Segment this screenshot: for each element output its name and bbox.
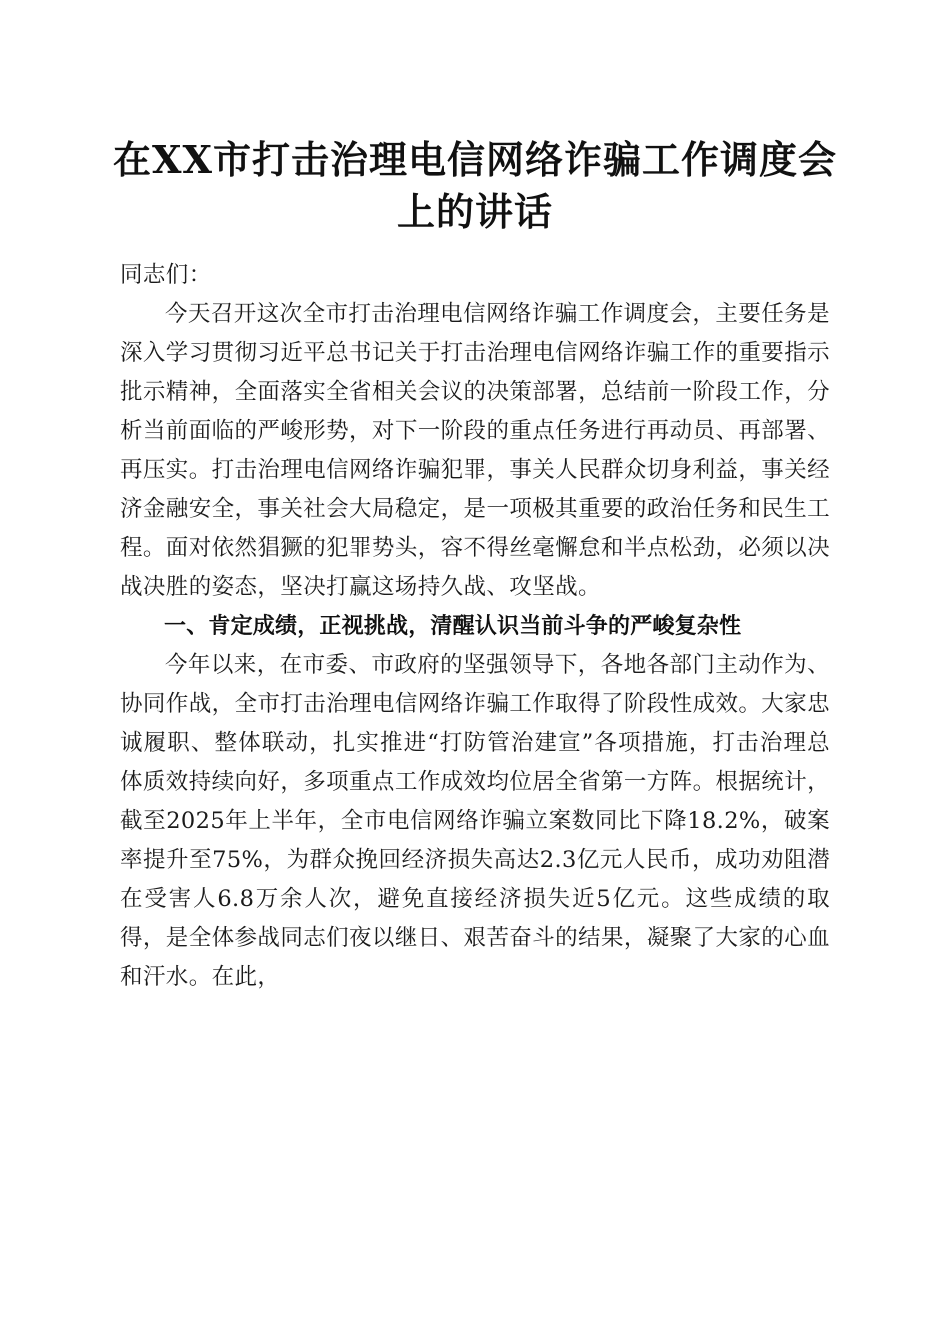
section-heading: 一、肯定成绩，正视挑战，清醒认识当前斗争的严峻复杂性	[164, 614, 742, 639]
intro-paragraph: 今天召开这次全市打击治理电信网络诈骗工作调度会，主要任务是深入学习贯彻习近平总书记关于打击治理电信网络诈骗工作的重要指示批示精神，全面落实全省相关会议的决策部署，总结前一阶段工作，分析当前面临的严峻形势，对下一阶段的重点任务进行再动员、再部署、再压实。打击治理电信网络诈骗犯罪，事关人民群众切身利益，事关经济金融安全，事关社会大局稳定，是一项极其重要的政治任务和民生工程。面对依然猖獗的犯罪势头，容不得丝毫懈怠和半点松劲，必须以决战决胜的姿态，坚决打赢这场持久战、攻坚战。	[120, 301, 830, 600]
section-paragraph: 今年以来，在市委、市政府的坚强领导下，各地各部门主动作为、协同作战，全市打击治理电信网络诈骗工作取得了阶段性成效。大家忠诚履职、整体联动，扎实推进“打防管治建宣”各项措施，打击治理总体质效持续向好，多项重点工作成效均位居全省第一方阵。根据统计，截至2025年上半年，全市电信网络诈骗立案数同比下降18.2%，破案率提升至75%，为群众挽回经济损失高达2.3亿元人民币，成功劝阻潜在受害人6.8万余人次，避免直接经济损失近5亿元。这些成绩的取得，是全体参战同志们夜以继日、艰苦奋斗的结果，凝聚了大家的心血和汗水。在此，	[120, 652, 830, 990]
salutation: 同志们：	[120, 262, 212, 288]
document-body	[120, 256, 830, 997]
document-title: 在XX市打击治理电信网络诈骗工作调度会上的讲话	[113, 137, 837, 234]
